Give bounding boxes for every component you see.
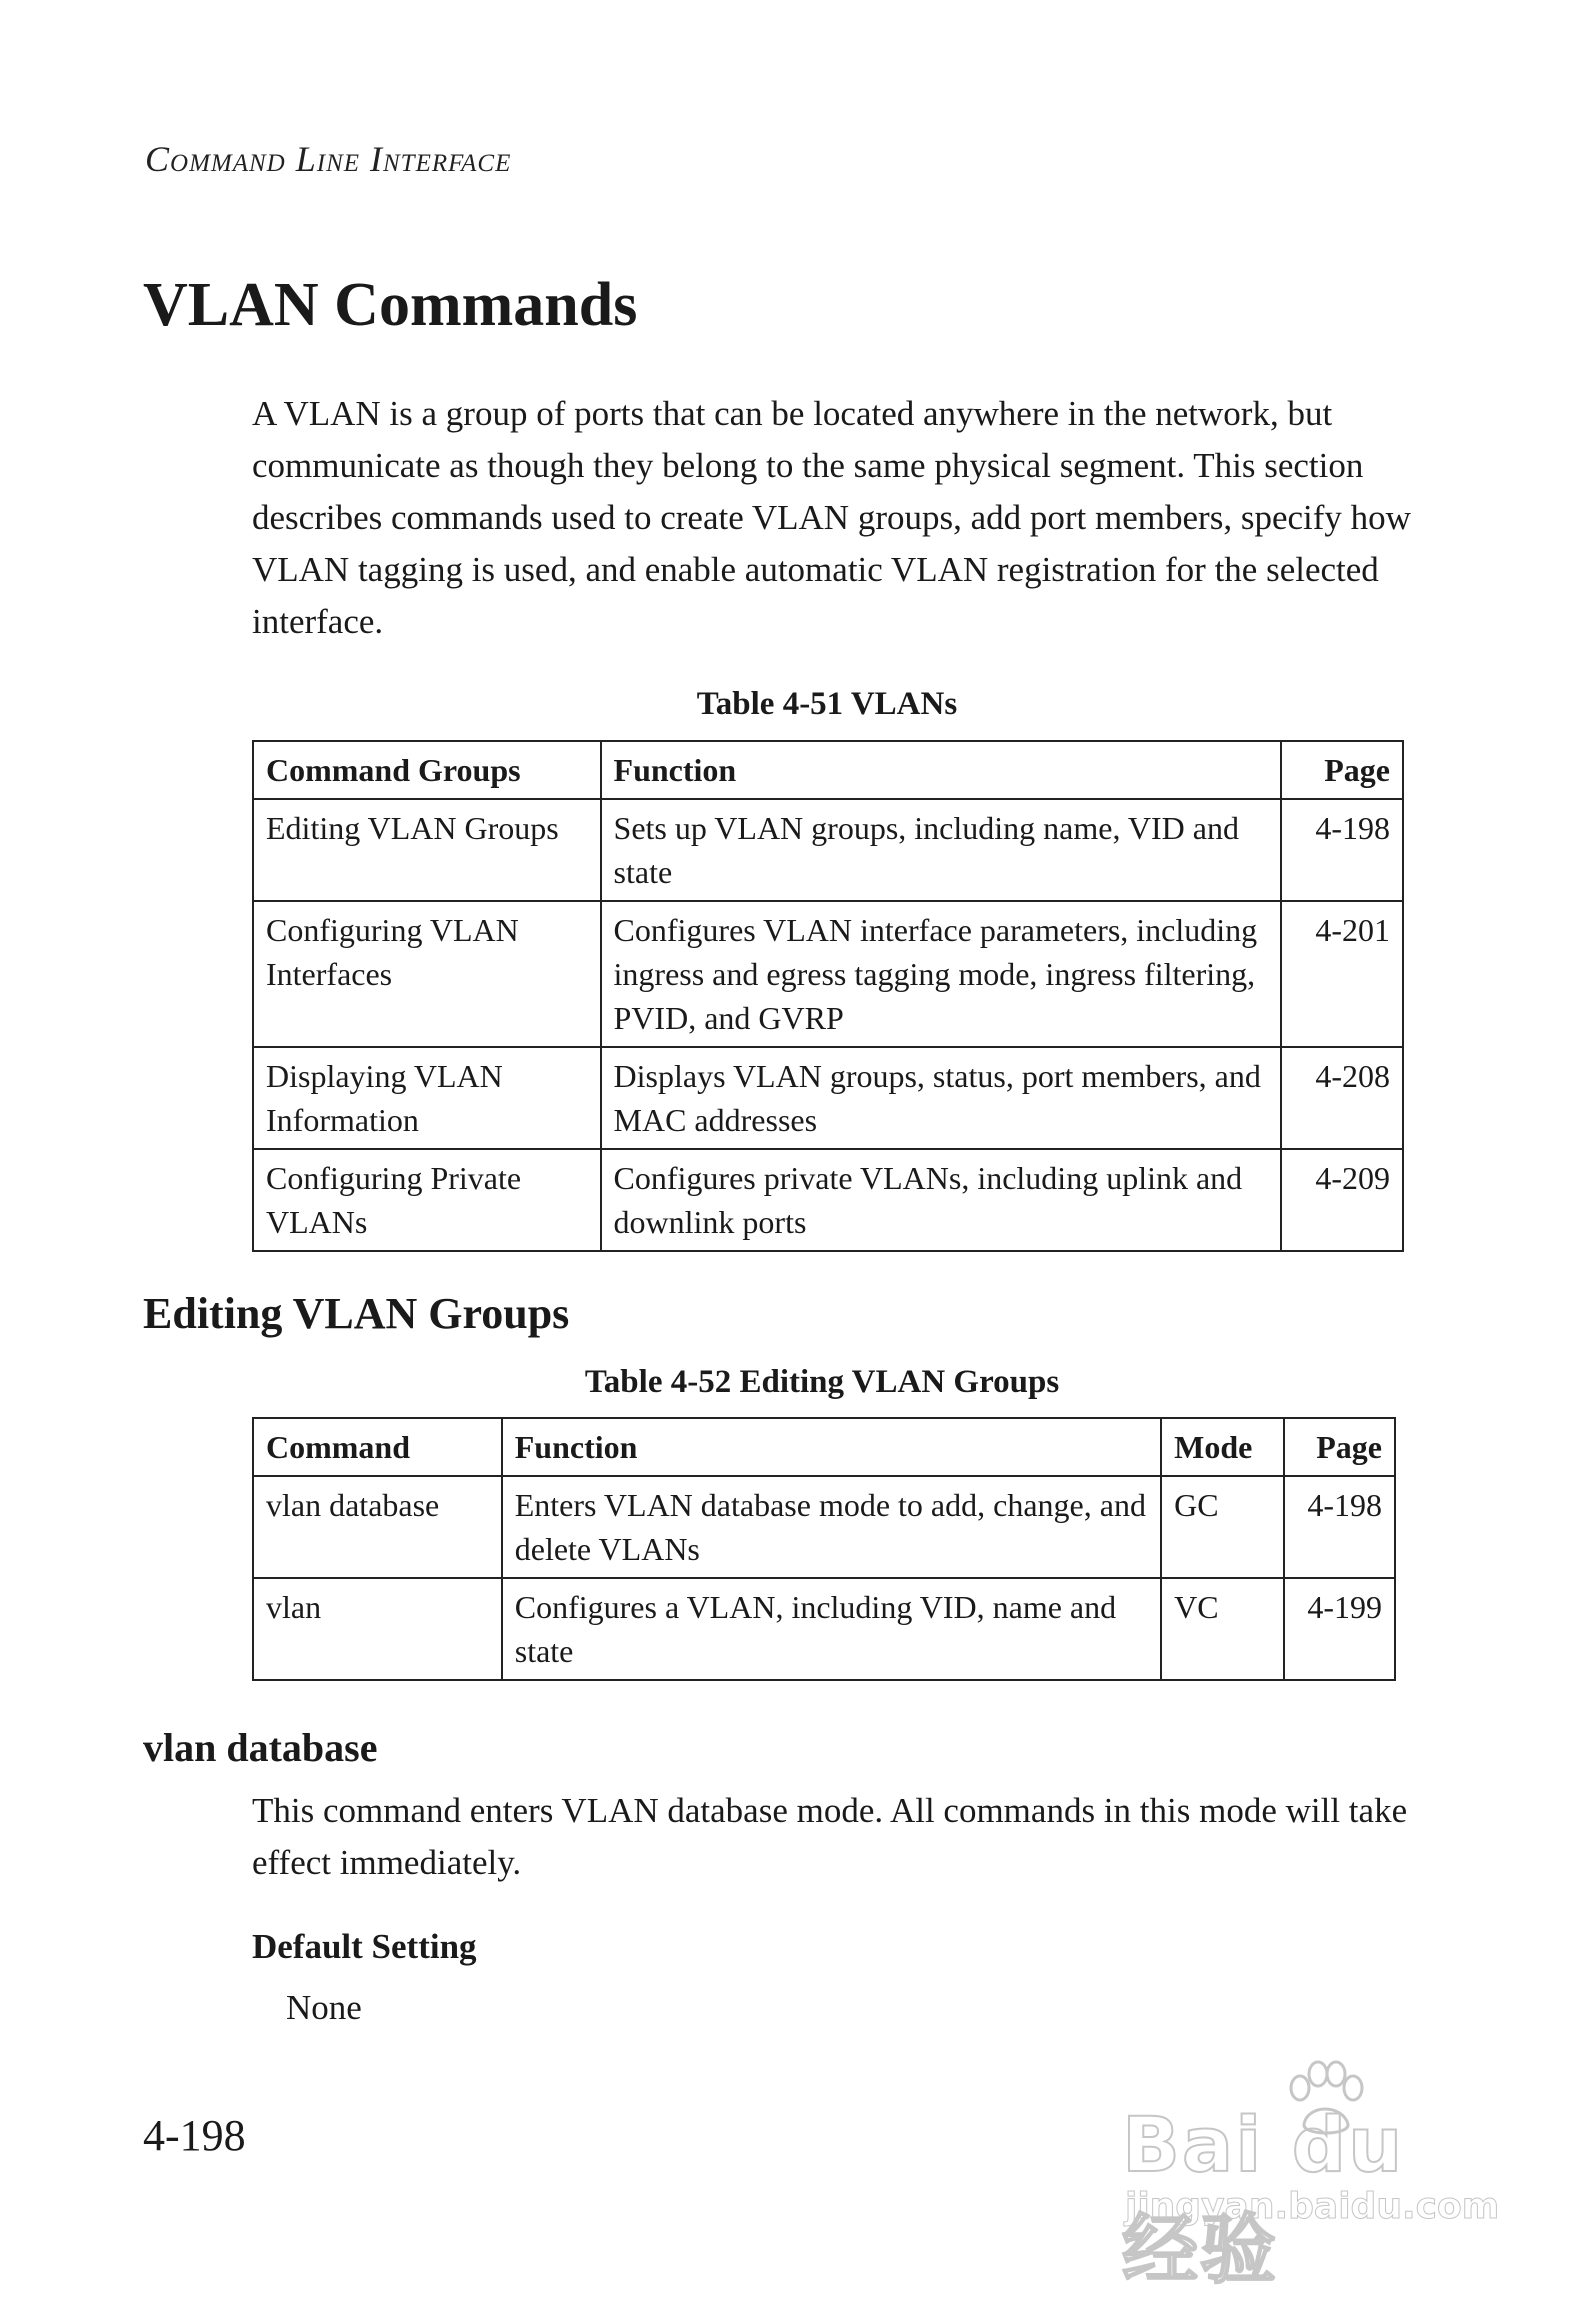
cell-command-group: Editing VLAN Groups bbox=[253, 799, 601, 901]
vlans-table bbox=[252, 740, 1404, 1252]
page-number: 4-198 bbox=[143, 2111, 246, 2160]
table2-caption: Table 4-52 Editing VLAN Groups bbox=[584, 1364, 1060, 1400]
cell-command-group: Displaying VLAN Information bbox=[253, 1047, 601, 1149]
subsection-title: Editing VLAN Groups bbox=[143, 1289, 570, 1338]
baidu-watermark bbox=[1110, 2060, 1510, 2294]
table-row bbox=[253, 1149, 1403, 1251]
cell-command-group: Configuring VLAN Interfaces bbox=[253, 901, 601, 1047]
intro-paragraph: A VLAN is a group of ports that can be located anywhere in the network, but communicate as though they belong to the same physical segment. This section describes commands used to create VLAN groups, add port members, specify how VLAN tagging is used, and enable automatic VLAN registration for the selected interface. bbox=[252, 394, 1411, 641]
cell-function: Configures VLAN interface parameters, including ingress and egress tagging mode, ingress filtering, PVID, and GVRP bbox=[601, 901, 1282, 1047]
header-command-groups: Command Groups bbox=[253, 741, 601, 799]
command-heading: vlan database bbox=[143, 1725, 378, 1770]
cell-page: 4-198 bbox=[1284, 1476, 1395, 1578]
editing-vlan-groups-table bbox=[252, 1417, 1396, 1681]
cell-mode: GC bbox=[1161, 1476, 1284, 1578]
watermark-brand: Bai du 经验 bbox=[1122, 2100, 1405, 2294]
section-title: VLAN Commands bbox=[143, 271, 638, 339]
header-page: Page bbox=[1284, 1418, 1395, 1476]
cell-function: Configures a VLAN, including VID, name and state bbox=[502, 1578, 1161, 1680]
table1-caption: Table 4-51 VLANs bbox=[696, 686, 958, 722]
table-row bbox=[253, 1476, 1395, 1578]
cell-command: vlan database bbox=[253, 1476, 502, 1578]
cell-page: 4-209 bbox=[1281, 1149, 1403, 1251]
cell-function: Sets up VLAN groups, including name, VID and state bbox=[601, 799, 1282, 901]
header-function: Function bbox=[502, 1418, 1161, 1476]
cell-page: 4-198 bbox=[1281, 799, 1403, 901]
cell-function: Enters VLAN database mode to add, change, and delete VLANs bbox=[502, 1476, 1161, 1578]
cell-mode: VC bbox=[1161, 1578, 1284, 1680]
table-row bbox=[253, 1047, 1403, 1149]
running-header bbox=[145, 138, 511, 180]
cell-page: 4-201 bbox=[1281, 901, 1403, 1047]
table-header-row bbox=[253, 1418, 1395, 1476]
cell-function: Displays VLAN groups, status, port members, and MAC addresses bbox=[601, 1047, 1282, 1149]
table-header-row bbox=[253, 741, 1403, 799]
cell-page: 4-208 bbox=[1281, 1047, 1403, 1149]
default-setting-label: Default Setting bbox=[252, 1927, 477, 1966]
table-row bbox=[253, 901, 1403, 1047]
header-command: Command bbox=[253, 1418, 502, 1476]
running-header-title: Command Line Interface bbox=[145, 139, 512, 179]
default-setting-value: None bbox=[286, 1988, 362, 2027]
table-row bbox=[253, 1578, 1395, 1680]
cell-command: vlan bbox=[253, 1578, 502, 1680]
cell-function: Configures private VLANs, including uplink and downlink ports bbox=[601, 1149, 1282, 1251]
command-description: This command enters VLAN database mode. All commands in this mode will take effect immediately. bbox=[252, 1791, 1408, 1882]
watermark-url: jingyan.baidu.com bbox=[1125, 2186, 1500, 2227]
cell-page: 4-199 bbox=[1284, 1578, 1395, 1680]
header-function: Function bbox=[601, 741, 1282, 799]
cell-command-group: Configuring Private VLANs bbox=[253, 1149, 601, 1251]
header-mode: Mode bbox=[1161, 1418, 1284, 1476]
header-page: Page bbox=[1281, 741, 1403, 799]
table-row bbox=[253, 799, 1403, 901]
